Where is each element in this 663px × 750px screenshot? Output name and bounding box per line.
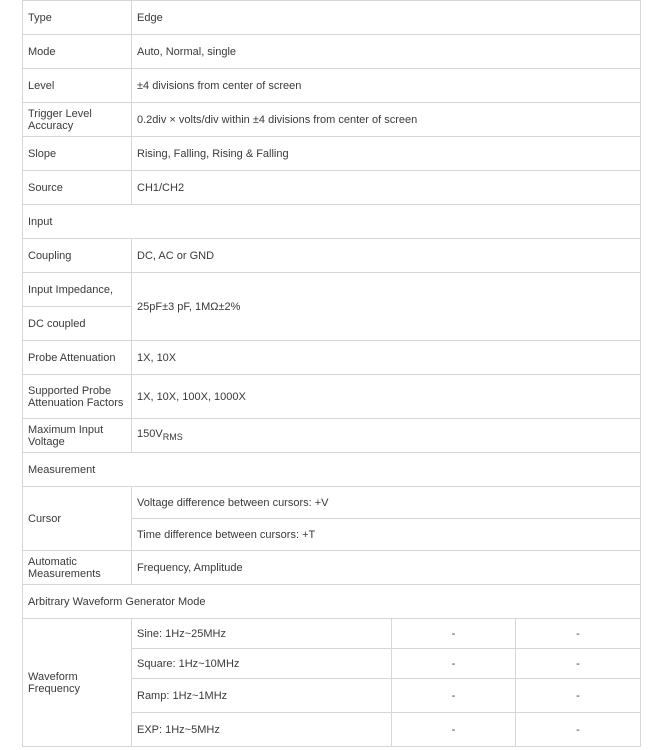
- row-value-automatic-measurements: Frequency, Amplitude: [132, 551, 641, 585]
- row-value-probe-attenuation: 1X, 10X: [132, 341, 641, 375]
- row-label-type: Type: [23, 1, 132, 35]
- spec-table: [22, 0, 641, 747]
- row-value-input-impedance: 25pF±3 pF, 1MΩ±2%: [132, 273, 641, 341]
- row-label-dc-coupled: DC coupled: [23, 307, 132, 341]
- table-row: [23, 341, 641, 375]
- waveform-cell-dash: -: [392, 713, 516, 747]
- table-row: [23, 35, 641, 69]
- row-label-level: Level: [23, 69, 132, 103]
- waveform-cell-dash: -: [392, 619, 516, 649]
- section-row-measurement: [23, 453, 641, 487]
- row-value-cursor-time: Time difference between cursors: +T: [132, 519, 641, 551]
- row-value-coupling: DC, AC or GND: [132, 239, 641, 273]
- spec-table-container: [22, 0, 640, 747]
- row-label-coupling: Coupling: [23, 239, 132, 273]
- row-value-trigger-accuracy: 0.2div × volts/div within ±4 divisions from center of screen: [132, 103, 641, 137]
- section-title-measurement: Measurement: [23, 453, 641, 487]
- table-row: [23, 619, 641, 649]
- table-row: [23, 1, 641, 35]
- row-label-mode: Mode: [23, 35, 132, 69]
- table-row: [23, 487, 641, 519]
- waveform-value-sine: Sine: 1Hz~25MHz: [132, 619, 392, 649]
- row-value-slope: Rising, Falling, Rising & Falling: [132, 137, 641, 171]
- row-label-max-input: Maximum Input Voltage: [23, 419, 132, 453]
- row-value-level: ±4 divisions from center of screen: [132, 69, 641, 103]
- row-label-probe-attenuation: Probe Attenuation: [23, 341, 132, 375]
- table-row: [23, 171, 641, 205]
- row-label-supported-probe: Supported Probe Attenuation Factors: [23, 375, 132, 419]
- table-row: [23, 375, 641, 419]
- table-row: [23, 239, 641, 273]
- waveform-cell-dash: -: [516, 649, 641, 679]
- waveform-cell-dash: -: [516, 619, 641, 649]
- table-row: [23, 103, 641, 137]
- row-label-waveform-frequency: Waveform Frequency: [23, 619, 132, 747]
- row-label-cursor: Cursor: [23, 487, 132, 551]
- waveform-cell-dash: -: [392, 649, 516, 679]
- section-title-awg: Arbitrary Waveform Generator Mode: [23, 585, 641, 619]
- table-row: [23, 137, 641, 171]
- table-row: [23, 69, 641, 103]
- max-input-value: 150V: [137, 428, 163, 440]
- waveform-value-exp: EXP: 1Hz~5MHz: [132, 713, 392, 747]
- row-label-slope: Slope: [23, 137, 132, 171]
- row-value-mode: Auto, Normal, single: [132, 35, 641, 69]
- row-value-type: Edge: [132, 1, 641, 35]
- section-row-input: [23, 205, 641, 239]
- waveform-cell-dash: -: [516, 679, 641, 713]
- waveform-value-square: Square: 1Hz~10MHz: [132, 649, 392, 679]
- row-label-trigger-accuracy: Trigger Level Accuracy: [23, 103, 132, 137]
- row-value-cursor-voltage: Voltage difference between cursors: +V: [132, 487, 641, 519]
- waveform-cell-dash: -: [516, 713, 641, 747]
- section-title-input: Input: [23, 205, 641, 239]
- table-row: [23, 273, 641, 307]
- section-row-awg: [23, 585, 641, 619]
- row-label-input-impedance: Input Impedance,: [23, 273, 132, 307]
- row-value-supported-probe: 1X, 10X, 100X, 1000X: [132, 375, 641, 419]
- row-label-source: Source: [23, 171, 132, 205]
- row-value-max-input: [132, 419, 641, 453]
- row-label-automatic-measurements: Automatic Measurements: [23, 551, 132, 585]
- waveform-value-ramp: Ramp: 1Hz~1MHz: [132, 679, 392, 713]
- max-input-unit-sub: RMS: [162, 432, 183, 442]
- table-row: [23, 419, 641, 453]
- table-row: [23, 551, 641, 585]
- row-value-source: CH1/CH2: [132, 171, 641, 205]
- waveform-cell-dash: -: [392, 679, 516, 713]
